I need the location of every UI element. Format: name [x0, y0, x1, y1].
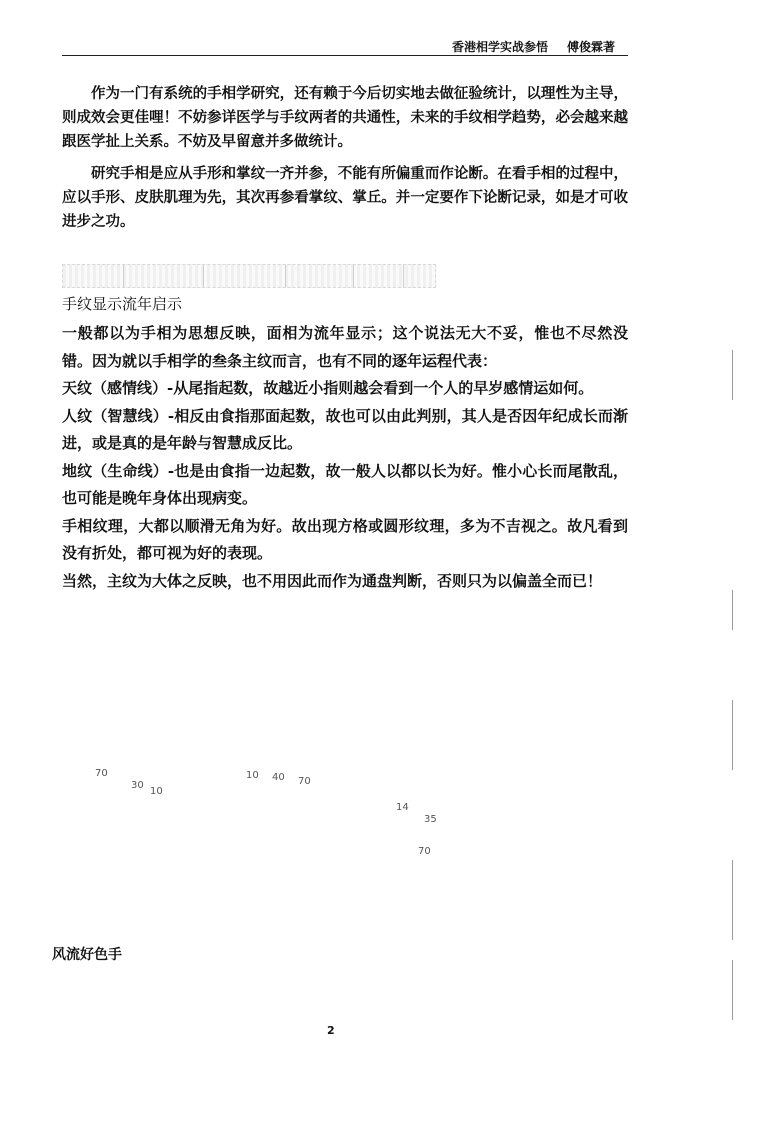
diagram-number: 10 — [246, 770, 259, 781]
diagram-number: 70 — [418, 846, 431, 857]
diagram-number: 14 — [396, 802, 409, 813]
section-paragraph: 当然，主纹为大体之反映，也不用因此而作为通盘判断，否则只为以偏盖全而已！ — [62, 571, 603, 590]
header-rule — [62, 55, 628, 56]
author-name: 傅俊霖著 — [567, 40, 616, 54]
page-number: 2 — [327, 1024, 335, 1037]
section-paragraph: 手相纹理，大都以顺滑无角为好。故出现方格或圆形纹理，多为不吉视之。故凡看到没有折处，都可视为好的表现。 — [62, 516, 628, 562]
section-paragraph: 人纹（智慧线）-相反由食指那面起数，故也可以由此判别，其人是否因年纪成长而渐进，或是真的是年龄与智慧成反比。 — [62, 406, 628, 452]
diagram-number: 70 — [95, 768, 108, 779]
diagram-number: 40 — [272, 772, 285, 783]
intro-paragraph-2: 研究手相是应从手形和掌纹一齐并参，不能有所偏重而作论断。在看手相的过程中，应以手形、皮肤肌理为先，其次再参看掌纹、掌丘。并一定要作下论断记录，如是才可收进步之功。 — [62, 165, 628, 230]
scan-edge-mark — [732, 590, 733, 630]
scan-edge-mark — [732, 860, 733, 940]
section-paragraph: 地纹（生命线）-也是由食指一边起数，故一般人以都以长为好。惟小心长而尾散乱，也可能是晚年身体出现病变。 — [62, 461, 628, 507]
scan-edge-mark — [732, 350, 733, 400]
intro-paragraph-1: 作为一门有系统的手相学研究，还有赖于今后切实地去做征验统计，以理性为主导，则成效会更佳哩！不妨参详医学与手纹两者的共通性，未来的手纹相学趋势，必会越来越跟医学扯上关系。不妨及早留意并多做统计。 — [62, 85, 628, 150]
diagram-number: 10 — [150, 786, 163, 797]
diagram-number: 70 — [298, 776, 311, 787]
figure-caption: 风流好色手 — [52, 947, 122, 963]
diagram-number: 35 — [424, 814, 437, 825]
diagram-number: 30 — [131, 780, 144, 791]
section-title: 手纹显示流年启示 — [62, 295, 183, 313]
section-body — [62, 320, 628, 595]
scan-edge-mark — [732, 960, 733, 1020]
scan-edge-mark — [732, 700, 733, 770]
section-paragraph: 一般都以为手相为思想反映，面相为流年显示；这个说法无大不妥，惟也不尽然没错。因为就以手相学的叁条主纹而言，也有不同的逐年运程代表： — [62, 324, 628, 370]
section-paragraph: 天纹（感情线）-从尾指起数，故越近小指则越会看到一个人的早岁感情运如何。 — [62, 379, 594, 397]
scan-artifact-strip — [62, 264, 436, 288]
book-title: 香港相学实战参悟 — [452, 40, 549, 54]
